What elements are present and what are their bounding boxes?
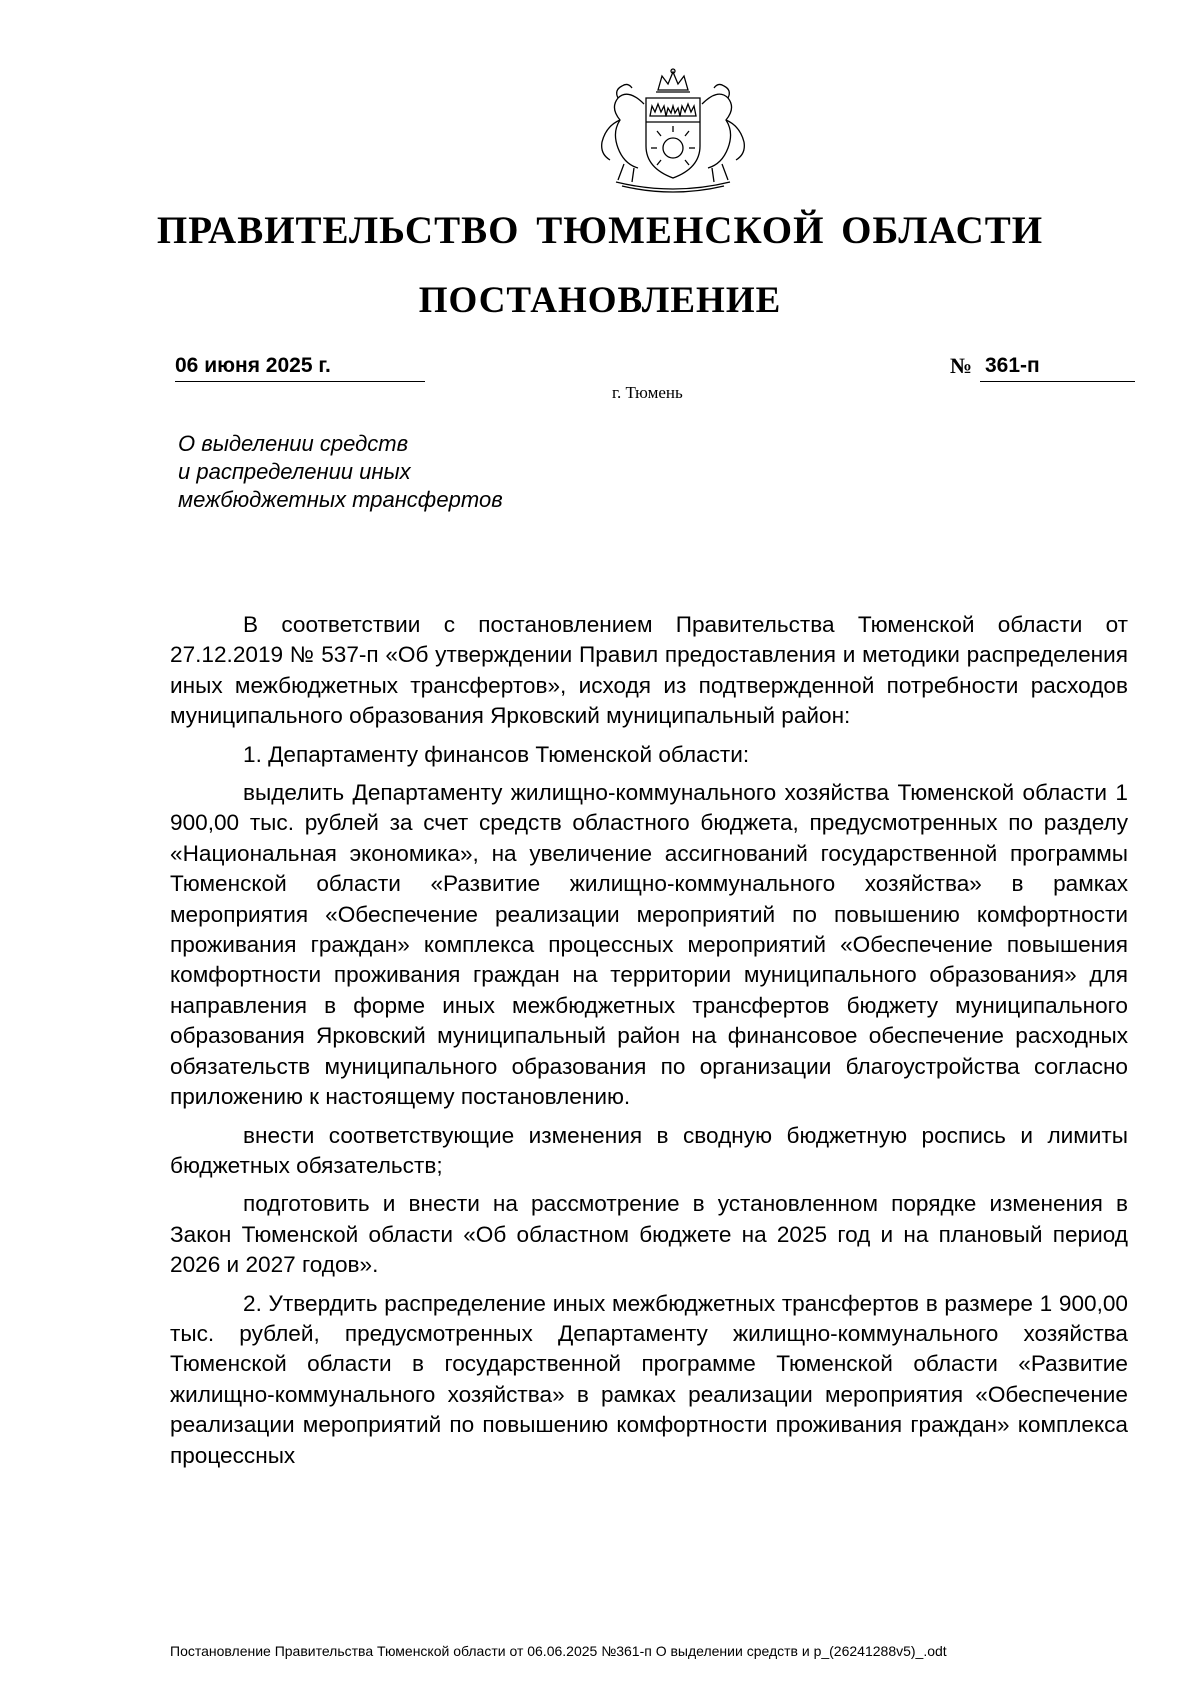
body-paragraph: 1. Департаменту финансов Тюменской области: — [243, 741, 750, 767]
body-paragraph: внести соответствующие изменения в сводную бюджетную роспись и лимиты бюджетных обязательств; — [170, 1122, 1128, 1178]
document-body — [170, 610, 1128, 1479]
body-paragraph: В соответствии с постановлением Правительства Тюменской области от 27.12.2019 № 537-п «Об утверждении Правил предоставления и методики распределения иных межбюджетных трансфертов», исходя из подтвержденной потребности расходов муниципального образования Ярковский муниципальный район: — [170, 612, 1128, 729]
document-subject — [178, 430, 638, 514]
document-city: г. Тюмень — [612, 383, 683, 402]
document-footer: Постановление Правительства Тюменской области от 06.06.2025 №361-п О выделении средств и р_(26241288v5)_.odt — [170, 1643, 947, 1659]
coat-of-arms-icon — [588, 68, 758, 198]
subject-line: и распределении иных — [178, 459, 411, 484]
organization-title: ПРАВИТЕЛЬСТВО ТЮМЕНСКОЙ ОБЛАСТИ — [156, 209, 1044, 252]
document-number: 361-п — [980, 353, 1135, 382]
subject-line: О выделении средств — [178, 431, 409, 456]
document-type-heading: ПОСТАНОВЛЕНИЕ — [418, 280, 782, 321]
subject-line: межбюджетных трансфертов — [178, 487, 503, 512]
body-paragraph: подготовить и внести на рассмотрение в установленном порядке изменения в Закон Тюменской области «Об областном бюджете на 2025 год и на плановый период 2026 и 2027 годов». — [170, 1191, 1128, 1278]
document-date: 06 июня 2025 г. — [175, 353, 425, 382]
body-paragraph: 2. Утвердить распределение иных межбюджетных трансфертов в размере 1 900,00 тыс. рублей, предусмотренных Департаменту жилищно-коммунального хозяйства Тюменской области в государственной программе Тюменской области «Развитие жилищно-коммунального хозяйства» в рамках реализации мероприятия «Обеспечение реализации мероприятий по повышению комфортности проживания граждан» комплекса процессных — [170, 1290, 1128, 1468]
number-sign: № — [950, 353, 973, 378]
body-paragraph: выделить Департаменту жилищно-коммунального хозяйства Тюменской области 1 900,00 тыс. рублей за счет средств областного бюджета, предусмотренных по разделу «Национальная экономика», на увеличение ассигнований государственной программы Тюменской области «Развитие жилищно-коммунального хозяйства» в рамках мероприятия «Обеспечение реализации мероприятий по повышению комфортности проживания граждан» комплекса процессных мероприятий «Обеспечение повышения комфортности проживания граждан на территории муниципального образования» для направления в форме иных межбюджетных трансфертов бюджету муниципального образования Ярковский муниципальный район на финансовое обеспечение расходных обязательств муниципального образования по организации благоустройства согласно приложению к настоящему постановлению. — [170, 780, 1128, 1110]
